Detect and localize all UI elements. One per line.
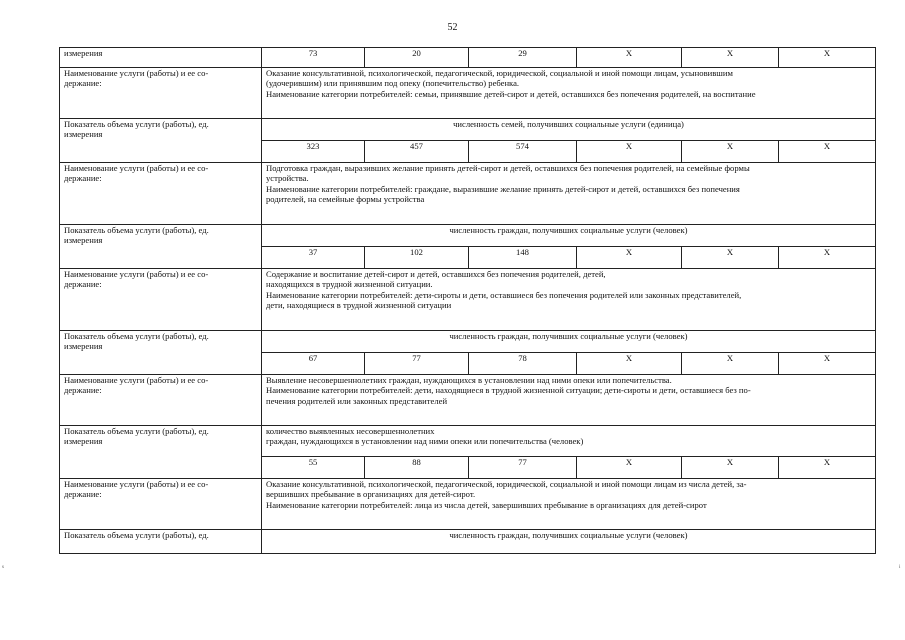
service-name-label: Наименование услуги (работы) и ее со- держание:: [60, 68, 262, 119]
volume-indicator-label: Показатель объема услуги (работы), ед. измерения: [60, 225, 262, 269]
page-number: 52: [447, 22, 458, 33]
indicator-row: [60, 530, 876, 554]
value-cell: 78: [469, 353, 577, 375]
indicator-text: количество выявленных несовершеннолетних граждан, нуждающихся в установлении над ними опеки или попечительства (человек): [262, 426, 876, 457]
value-cell: 88: [365, 457, 469, 479]
value-cell: 20: [365, 48, 469, 68]
value-cell: 323: [262, 141, 365, 163]
indicator-text: численность семей, получивших социальные услуги (единица): [262, 119, 876, 141]
value-cell: X: [682, 247, 779, 269]
value-cell: X: [682, 457, 779, 479]
value-cell: 102: [365, 247, 469, 269]
value-cell: 67: [262, 353, 365, 375]
indicator-row: [60, 119, 876, 141]
indicator-row: [60, 331, 876, 353]
indicator-row: [60, 426, 876, 457]
service-description: Содержание и воспитание детей-сирот и детей, оставшихся без попечения родителей, детей, находящихся в трудной жизненной ситуации. Наименование категории потребителей: дети-сироты и дети, оставшиеся без попечения родителей или законных представителей, дети, находящиеся в трудной жизненной ситуации: [262, 269, 876, 331]
volume-indicator-label: Показатель объема услуги (работы), ед.: [60, 530, 262, 554]
service-row: [60, 163, 876, 225]
value-cell: X: [779, 457, 876, 479]
service-name-label: Наименование услуги (работы) и ее со- держание:: [60, 375, 262, 426]
value-cell: 148: [469, 247, 577, 269]
service-row: [60, 68, 876, 119]
value-cell: X: [577, 141, 682, 163]
service-row: [60, 479, 876, 530]
right-edge-mark: i: [899, 565, 901, 570]
value-cell: X: [779, 48, 876, 68]
volume-indicator-label: Показатель объема услуги (работы), ед. измерения: [60, 119, 262, 163]
value-cell: X: [682, 141, 779, 163]
value-cell: 55: [262, 457, 365, 479]
value-cell: 77: [365, 353, 469, 375]
service-row: [60, 375, 876, 426]
value-cell: X: [682, 353, 779, 375]
left-edge-mark: s: [2, 565, 4, 570]
continuation-row: [60, 48, 876, 68]
value-cell: 457: [365, 141, 469, 163]
indicator-row: [60, 225, 876, 247]
indicator-text: численность граждан, получивших социальные услуги (человек): [262, 530, 876, 554]
service-description: Оказание консультативной, психологической, педагогической, юридической, социальной и иной помощи лицам из числа детей, за- вершивших пребывание в организациях для детей-сирот. Наименование категории потребителей: лица из числа детей, завершивших пребывание в организациях для детей-сирот: [262, 479, 876, 530]
indicator-text: численность граждан, получивших социальные услуги (человек): [262, 331, 876, 353]
volume-indicator-label: Показатель объема услуги (работы), ед. измерения: [60, 331, 262, 375]
value-cell: X: [779, 141, 876, 163]
value-cell: 73: [262, 48, 365, 68]
value-cell: X: [577, 457, 682, 479]
service-name-label: Наименование услуги (работы) и ее со- держание:: [60, 163, 262, 225]
volume-indicator-label: Показатель объема услуги (работы), ед. измерения: [60, 426, 262, 479]
value-cell: X: [577, 48, 682, 68]
value-cell: X: [577, 353, 682, 375]
value-cell: X: [779, 353, 876, 375]
value-cell: 37: [262, 247, 365, 269]
value-cell: X: [682, 48, 779, 68]
value-cell: 574: [469, 141, 577, 163]
value-cell: X: [577, 247, 682, 269]
services-table: [59, 47, 876, 554]
continuation-label: измерения: [60, 48, 262, 68]
value-cell: X: [779, 247, 876, 269]
service-row: [60, 269, 876, 331]
service-description: Оказание консультативной, психологической, педагогической, юридической, социальной и иной помощи лицам, усыновившим (удочерившим) или принявшим под опеку (попечительство) ребенка. Наименование категории потребителей: семьи, принявшие детей-сирот и детей, оставшихся без попечения родителей, на воспитание: [262, 68, 876, 119]
value-cell: 29: [469, 48, 577, 68]
value-cell: 77: [469, 457, 577, 479]
service-name-label: Наименование услуги (работы) и ее со- держание:: [60, 269, 262, 331]
service-description: Выявление несовершеннолетних граждан, нуждающихся в установлении над ними опеки или попечительства. Наименование категории потребителей: дети, находящиеся в трудной жизненной ситуации; дети-сироты и дети, оставшиеся без по- печения родителей или законных представителей: [262, 375, 876, 426]
indicator-text: численность граждан, получивших социальные услуги (человек): [262, 225, 876, 247]
service-name-label: Наименование услуги (работы) и ее со- держание:: [60, 479, 262, 530]
service-description: Подготовка граждан, выразивших желание принять детей-сирот и детей, оставшихся без попечения родителей, на семейные формы устройства. Наименование категории потребителей: граждане, выразившие желание принять детей-сирот и детей, оставшихся без попечения родителей, на семейные формы устройства: [262, 163, 876, 225]
